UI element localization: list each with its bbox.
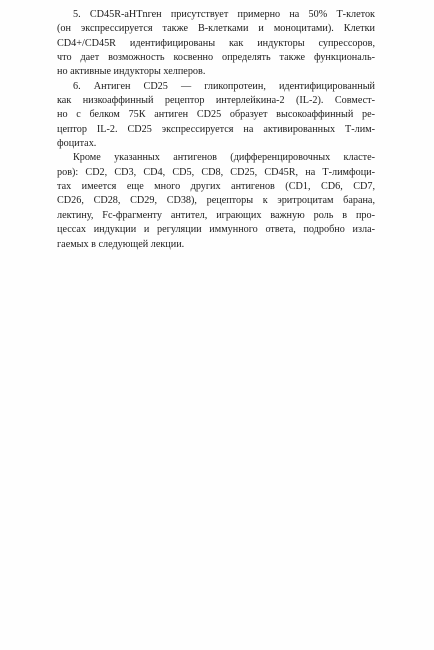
- text-line: CD26, CD28, CD29, CD38), рецепторы к эритроцитам барана,: [57, 195, 375, 207]
- text-line: но активные индукторы хелперов.: [57, 66, 206, 78]
- text-line: тах имеется еще много других антигенов (CD1, CD6, CD7,: [57, 181, 375, 193]
- text-line: цессах индукции и регуляции иммунного ответа, подробно изла-: [57, 224, 375, 236]
- text-line: ров): CD2, CD3, CD4, CD5, CD8, CD25, CD45R, на Т-лимфоци-: [57, 166, 375, 178]
- text-line: гаемых в следующей лекции.: [57, 238, 185, 250]
- text-line: (он экспрессируется также В-клетками и моноцитами). Клетки: [57, 23, 375, 35]
- text-line: но с белком 75К антиген CD25 образует высокоаффинный ре-: [57, 109, 375, 121]
- text-line: что дает возможность косвенно определять также функциональ-: [57, 52, 375, 64]
- text-line: фоцитах.: [57, 138, 97, 150]
- text-line: лектину, Fc-фрагменту антител, играющих важную роль в про-: [57, 209, 375, 221]
- body-text: [57, 8, 375, 252]
- text-line: как низкоаффинный рецептор интерлейкина-2 (IL-2). Совмест-: [57, 95, 375, 107]
- text-line: цептор IL-2. CD25 экспрессируется на активированных Т-лим-: [57, 123, 375, 135]
- text-line: 6. Антиген CD25 — гликопротеин, идентифицированный: [73, 80, 375, 92]
- paragraph-item-5: [57, 8, 375, 80]
- paragraph-item-6: [57, 80, 375, 152]
- text-line: 5. CD45R-аНТnген присутствует примерно на 50% Т-клеток: [73, 9, 375, 20]
- text-line: CD4+/CD45R идентифицированы как индукторы супрессоров,: [57, 37, 375, 49]
- text-line: Кроме указанных антигенов (дифференцировочных класте-: [73, 152, 375, 164]
- paragraph-other-antigens: [57, 151, 375, 251]
